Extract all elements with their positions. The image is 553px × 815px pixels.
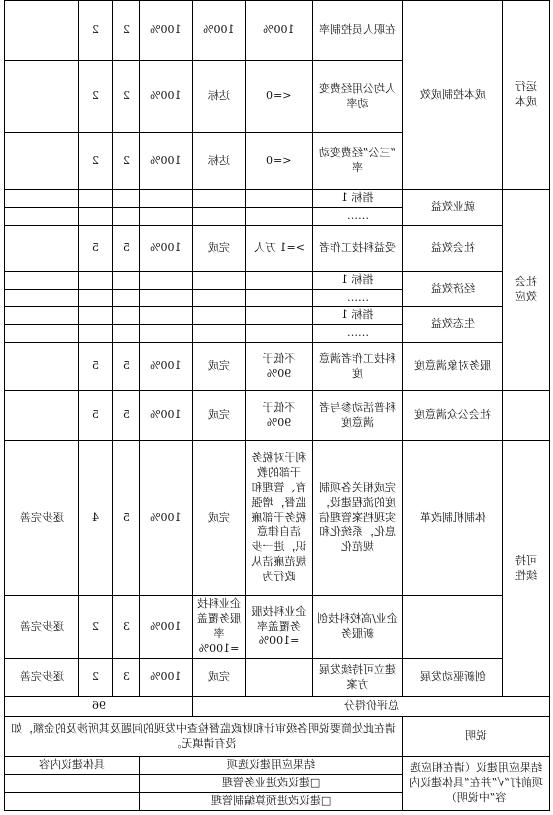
table-row [5,1,550,61]
table-row: 逐步完善 2 3 100% 完成 建立可持续发展方案 创新驱动发展 [5,659,550,697]
suggestion-option-header: 结果应用建议选项 [140,757,403,775]
suggestion-option[interactable]: □建议改进业务管理 [140,775,403,793]
indicator-cell: 在职人员控制率 [313,1,403,61]
table-row: 指标 1 就业效益 社会效应 [5,190,550,208]
total-row [5,697,550,717]
total-label: 总评价得分 [193,697,550,717]
suggestion-header-row [5,757,550,775]
level1-cell: 运行成本 [503,1,550,190]
suggestion-content-header: 具体建议内容 [5,757,140,775]
score-cell: 2 [79,1,113,61]
table-row: 5 5 100% 完成 不低于 90% 科技工作者满意度 服务对象满意度 [5,343,550,391]
suggestion-label: 结果应用建议（请在相应选项前打“√”并在“具体建议内容”中说明） [403,757,550,811]
note-text: 请在此处简要说明各级审计和财政监督检查中发现的问题及其所涉及的金额，如没有请填无。 [5,717,403,757]
table-row: …… [5,289,550,307]
actual-cell: 100% [193,1,246,61]
level1-cell: 社会效应 [503,190,550,391]
level1-cell: 可持续性 [503,441,550,697]
target-cell: 100% [246,1,313,61]
table-row: 5 5 100% 完成 不低于 90% 科普活动参与者满意度 社会公众满意度 [5,391,550,441]
table-row: 指标 1 经济效益 [5,271,550,289]
suggestion-content-cell [5,775,140,793]
table-row: 指标 1 生态效益 [5,307,550,325]
rate-cell: 100% [140,1,193,61]
table-row: …… [5,207,550,225]
table-row: 2 2 100% 达标 <=0 人均公用经费变动率 [5,61,550,133]
weight-cell: 2 [113,1,140,61]
level2-cell: 成本控制成效 [403,1,503,190]
table-row: 逐步完善 4 5 100% 完成 利于对税务干部的教育、管理和监督，增强税务干部廉洁自律意识，进一步规范廉洁从政行为 完成相关各项制度的流程建设，实现档案管理信息化，系统化和规范化 体制机制改革 可持续性 [5,441,550,596]
suggestion-content-cell [5,793,140,811]
notes-cell [5,1,79,61]
table-row: 5 5 100% 完成 >=1 万人 受益科技工作者 社会效益 [5,225,550,271]
table-row: 逐步完善 2 3 100% 企业科技服务覆盖率=100% 企业科技服务覆盖率=100% 企业/高校科技创新服务 [5,596,550,659]
table-row: …… [5,325,550,343]
note-label: 说明 [403,717,550,757]
evaluation-table [4,0,550,811]
total-score: 96 [5,697,193,717]
suggestion-option[interactable]: □建议改进预算编制管理 [140,793,403,811]
note-row [5,717,550,757]
table-row: 2 2 100% 达标 <=0 “三公”经费变动率 [5,133,550,190]
